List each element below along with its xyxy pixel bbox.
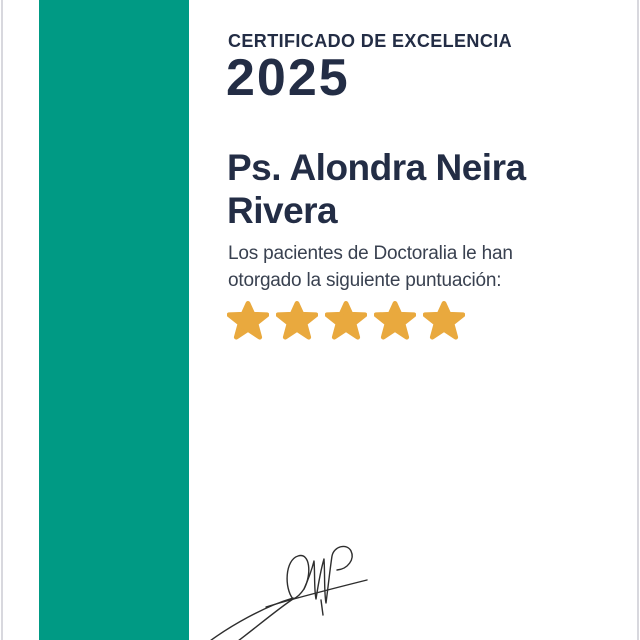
star-icon: [374, 301, 416, 341]
recipient-name-line1: Ps. Alondra Neira: [227, 147, 526, 188]
recipient-name: [227, 146, 547, 232]
star-rating: [227, 301, 465, 341]
certificate-title: CERTIFICADO DE EXCELENCIA: [228, 31, 513, 51]
rating-description-line1: Los pacientes de Doctoralia le han: [228, 243, 513, 264]
signature-strokes: [200, 543, 380, 640]
rating-description: [228, 240, 558, 294]
rating-description-line2: otorgado la siguiente puntuación:: [228, 270, 502, 291]
signature: [200, 543, 380, 640]
star-icon: [423, 301, 465, 341]
recipient-name-line2: Rivera: [227, 190, 338, 231]
star-icon: [227, 301, 269, 341]
star-icon: [325, 301, 367, 341]
star-icon: [276, 301, 318, 341]
certificate-year: 2025: [226, 49, 350, 107]
